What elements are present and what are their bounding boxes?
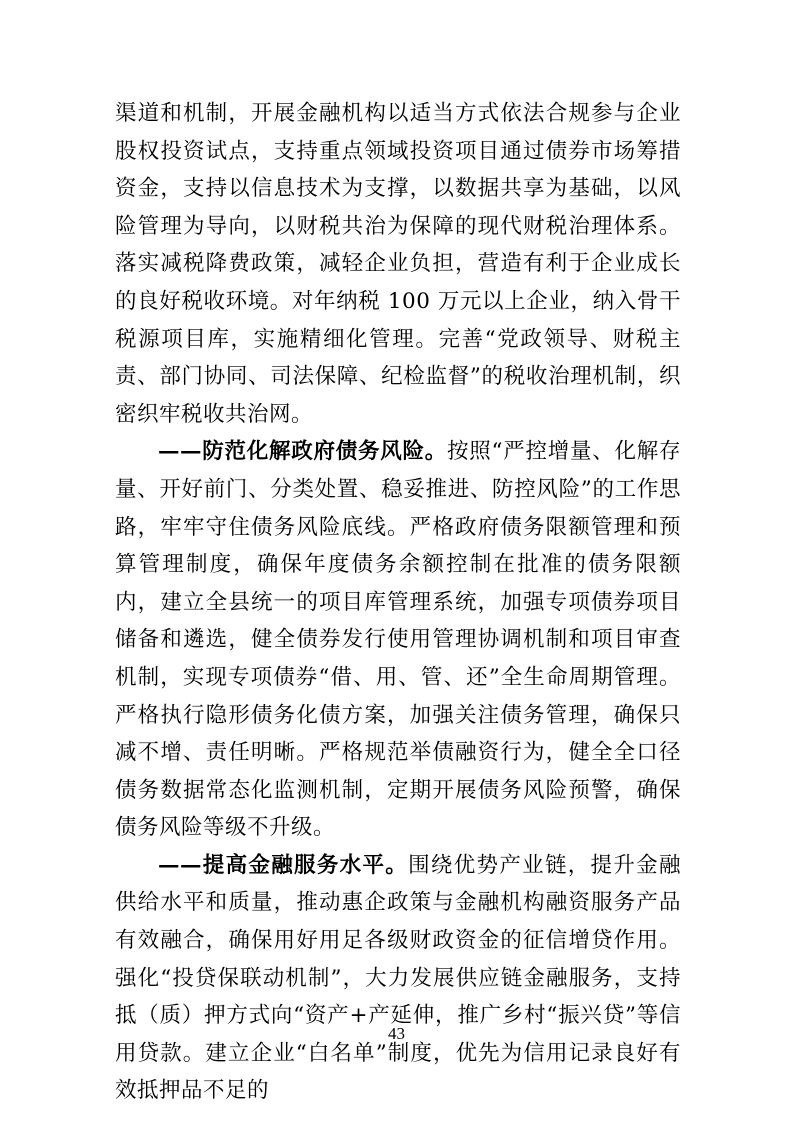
paragraph-text: 渠道和机制，开展金融机构以适当方式依法合规参与企业股权投资试点，支持重点领域投资项目通过债券市场筹措资金，支持以信息技术为支撑，以数据共享为基础，以风险管理为导向，以财税共治为保障的现代财税治理体系。落实减税降费政策，减轻企业负担，营造有利于企业成长的良好税收环境。对年纳税 100 万元以上企业，纳入骨干税源项目库，实施精细化管理。完善“党政领导、财税主责、部门协同、司法保障、纪检监督”的税收治理机制，织密织牢税收共治网。 xyxy=(115,101,681,427)
paragraph-financial-services xyxy=(115,847,681,1110)
page-number: 43 xyxy=(388,1024,405,1043)
body-text xyxy=(115,95,681,1110)
paragraph-lead: ——提高金融服务水平。 xyxy=(158,852,409,878)
paragraph-text: 按照“严控增量、化解存量、开好前门、分类处置、稳妥推进、防控风险”的工作思路，牢牢守住债务风险底线。严格政府债务限额管理和预算管理制度，确保年度债务余额控制在批准的债务限额内，建立全县统一的项目库管理系统，加强专项债券项目储备和遴选，健全债券发行使用管理协调机制和项目审查机制，实现专项债券“借、用、管、还”全生命周期管理。严格执行隐形债务化债方案，加强关注债务管理，确保只减不增、责任明晰。严格规范举债融资行为，健全全口径债务数据常态化监测机制，定期开展债务风险预警，确保债务风险等级不升级。 xyxy=(115,439,681,841)
paragraph-lead: ——防范化解政府债务风险。 xyxy=(158,439,447,465)
paragraph-continuation xyxy=(115,95,681,433)
paragraph-text: 围绕优势产业链，提升金融供给水平和质量，推动惠企政策与金融机构融资服务产品有效融合，确保用好用足各级财政资金的征信增贷作用。强化“投贷保联动机制”，大力发展供应链金融服务，支持抵（质）押方式向“资产+产延伸，推广乡村“振兴贷”等信用贷款。建立企业“白名单”制度，优先为信用记录良好有效抵押品不足的 xyxy=(115,852,681,1104)
paragraph-debt-risk xyxy=(115,433,681,847)
